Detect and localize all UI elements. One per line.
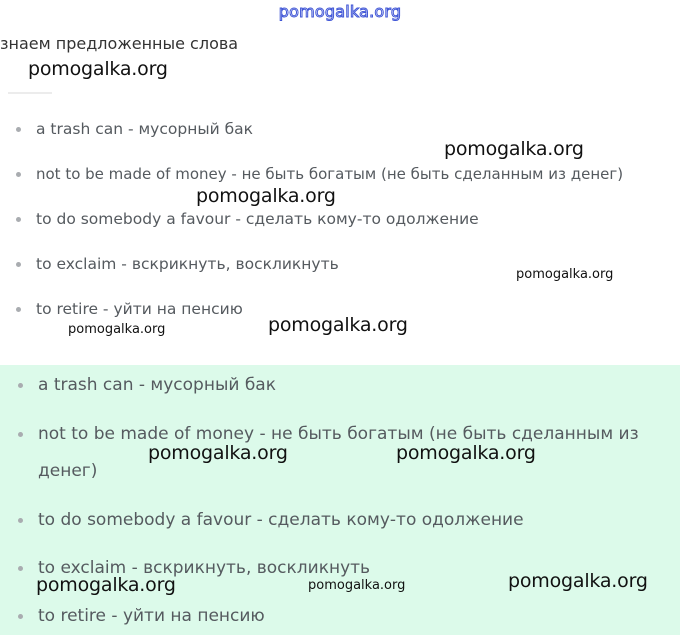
list-item [16,208,479,230]
watermark: pomogalka.org [268,314,408,336]
watermark: pomogalka.org [196,185,336,207]
section-heading: знаем предложенные слова [0,34,239,53]
bullet-icon [16,262,21,267]
list-item-text: to retire - уйти на пенсию [38,606,265,626]
list-item-text: to exclaim - вскрикнуть, воскликнуть [36,255,339,273]
list-item-text: to do somebody a favour - сделать кому-то одолжение [36,210,479,228]
list-item [16,118,253,140]
list-item-text: to do somebody a favour - сделать кому-то одолжение [38,510,524,530]
watermark: pomogalka.org [508,570,648,592]
watermark: pomogalka.org [308,578,406,593]
bullet-icon [16,127,21,132]
site-watermark: pomogalka.org [278,2,402,21]
watermark: pomogalka.org [68,322,166,337]
list-item [16,253,339,275]
list-item-text: a trash can - мусорный бак [36,120,253,138]
watermark: pomogalka.org [396,442,536,464]
list-item [16,298,243,320]
bullet-icon [18,566,23,571]
bullet-icon [18,614,23,619]
bullet-icon [18,383,23,388]
list-item-text: a trash can - мусорный бак [38,375,276,395]
list-item [18,508,524,533]
vocab-list [16,0,680,365]
watermark: pomogalka.org [444,138,584,160]
watermark: pomogalka.org [148,442,288,464]
bullet-icon [18,432,23,437]
list-item-text: to exclaim - вскрикнуть, воскликнуть [38,558,371,578]
list-item [18,604,265,629]
list-item-text: not to be made of money - не быть богатым (не быть сделанным из денег) [38,424,639,481]
list-item [18,422,658,490]
bullet-icon [16,217,21,222]
list-item-text: not to be made of money - не быть богатым (не быть сделанным из денег) [36,165,624,183]
list-item [16,163,623,185]
watermark: pomogalka.org [516,267,614,282]
watermark: pomogalka.org [36,574,176,596]
bullet-icon [16,307,21,312]
watermark: pomogalka.org [28,58,168,80]
list-item-text: to retire - уйти на пенсию [36,300,243,318]
bullet-icon [18,518,23,523]
bullet-icon [16,172,21,177]
list-item [18,373,276,398]
